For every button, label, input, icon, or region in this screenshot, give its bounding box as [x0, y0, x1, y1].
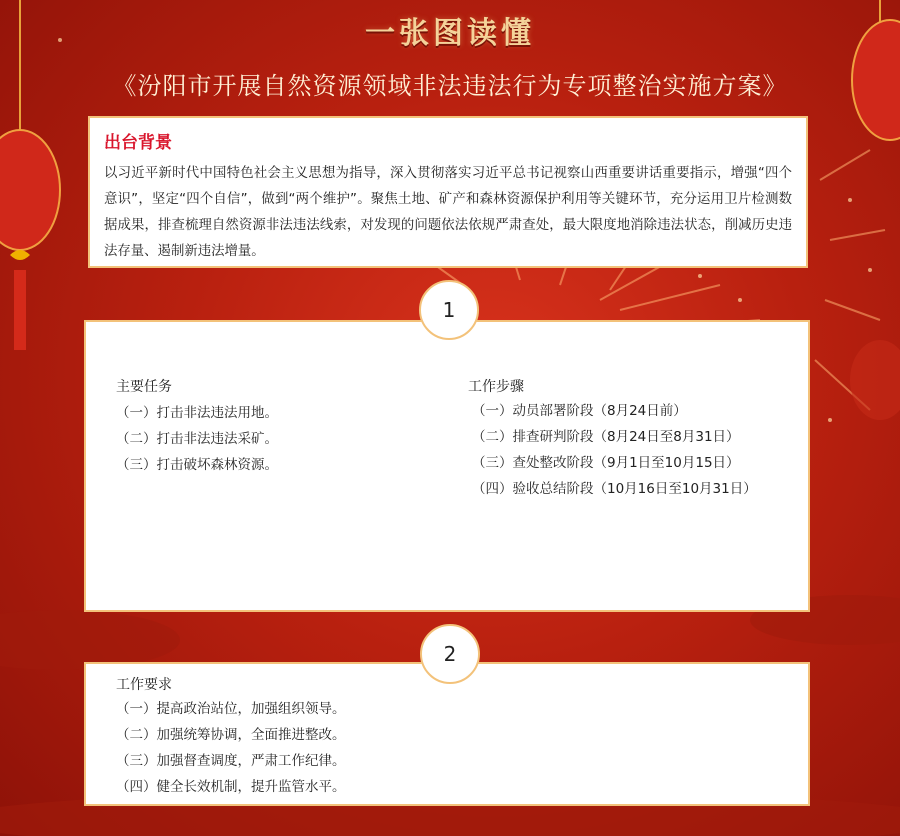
steps-title: 工作步骤 [468, 379, 524, 395]
requirements-title: 工作要求 [116, 677, 172, 693]
list-item: （三）加强督查调度，严肃工作纪律。 [116, 753, 346, 769]
requirements-list [116, 696, 346, 800]
list-item: （一）动员部署阶段（8月24日前） [472, 403, 687, 419]
background-section-title: 出台背景 [104, 133, 172, 153]
lantern-decoration-left [0, 0, 60, 350]
list-item: （二）加强统筹协调，全面推进整改。 [116, 727, 346, 743]
list-item: （四）验收总结阶段（10月16日至10月31日） [472, 481, 757, 497]
tasks-title: 主要任务 [116, 379, 172, 395]
list-item: （二）打击非法违法采矿。 [116, 431, 278, 447]
steps-list [472, 398, 757, 502]
list-item: （三）查处整改阶段（9月1日至10月15日） [472, 455, 740, 471]
list-item: （四）健全长效机制，提升监管水平。 [116, 779, 346, 795]
background-paragraph: 以习近平新时代中国特色社会主义思想为指导，深入贯彻落实习近平总书记视察山西重要讲话重要指示，增强“四个意识”，坚定“四个自信”，做到“两个维护”。聚焦土地、矿产和森林资源保护利用等关键环节，充分运用卫片检测数据成果，排查梳理自然资源非法违法线索，对发现的问题依法依规严肃查处，最大限度地消除违法状态，削减历史违法存量、遏制新违法增量。 [104, 166, 792, 259]
list-item: （一）提高政治站位，加强组织领导。 [116, 701, 346, 717]
document-title: 《汾阳市开展自然资源领域非法违法行为专项整治实施方案》 [112, 72, 788, 100]
section-1-panel [84, 320, 810, 612]
lantern-decoration-right [850, 0, 900, 420]
page-headline: 一张图读懂 [365, 16, 535, 51]
section-2-number-badge: 2 [420, 624, 480, 684]
list-item: （一）打击非法违法用地。 [116, 405, 278, 421]
list-item: （二）排查研判阶段（8月24日至8月31日） [472, 429, 740, 445]
tasks-list [116, 400, 278, 478]
list-item: （三）打击破坏森林资源。 [116, 457, 278, 473]
background-panel [88, 116, 808, 268]
section-1-number-badge: 1 [419, 280, 479, 340]
